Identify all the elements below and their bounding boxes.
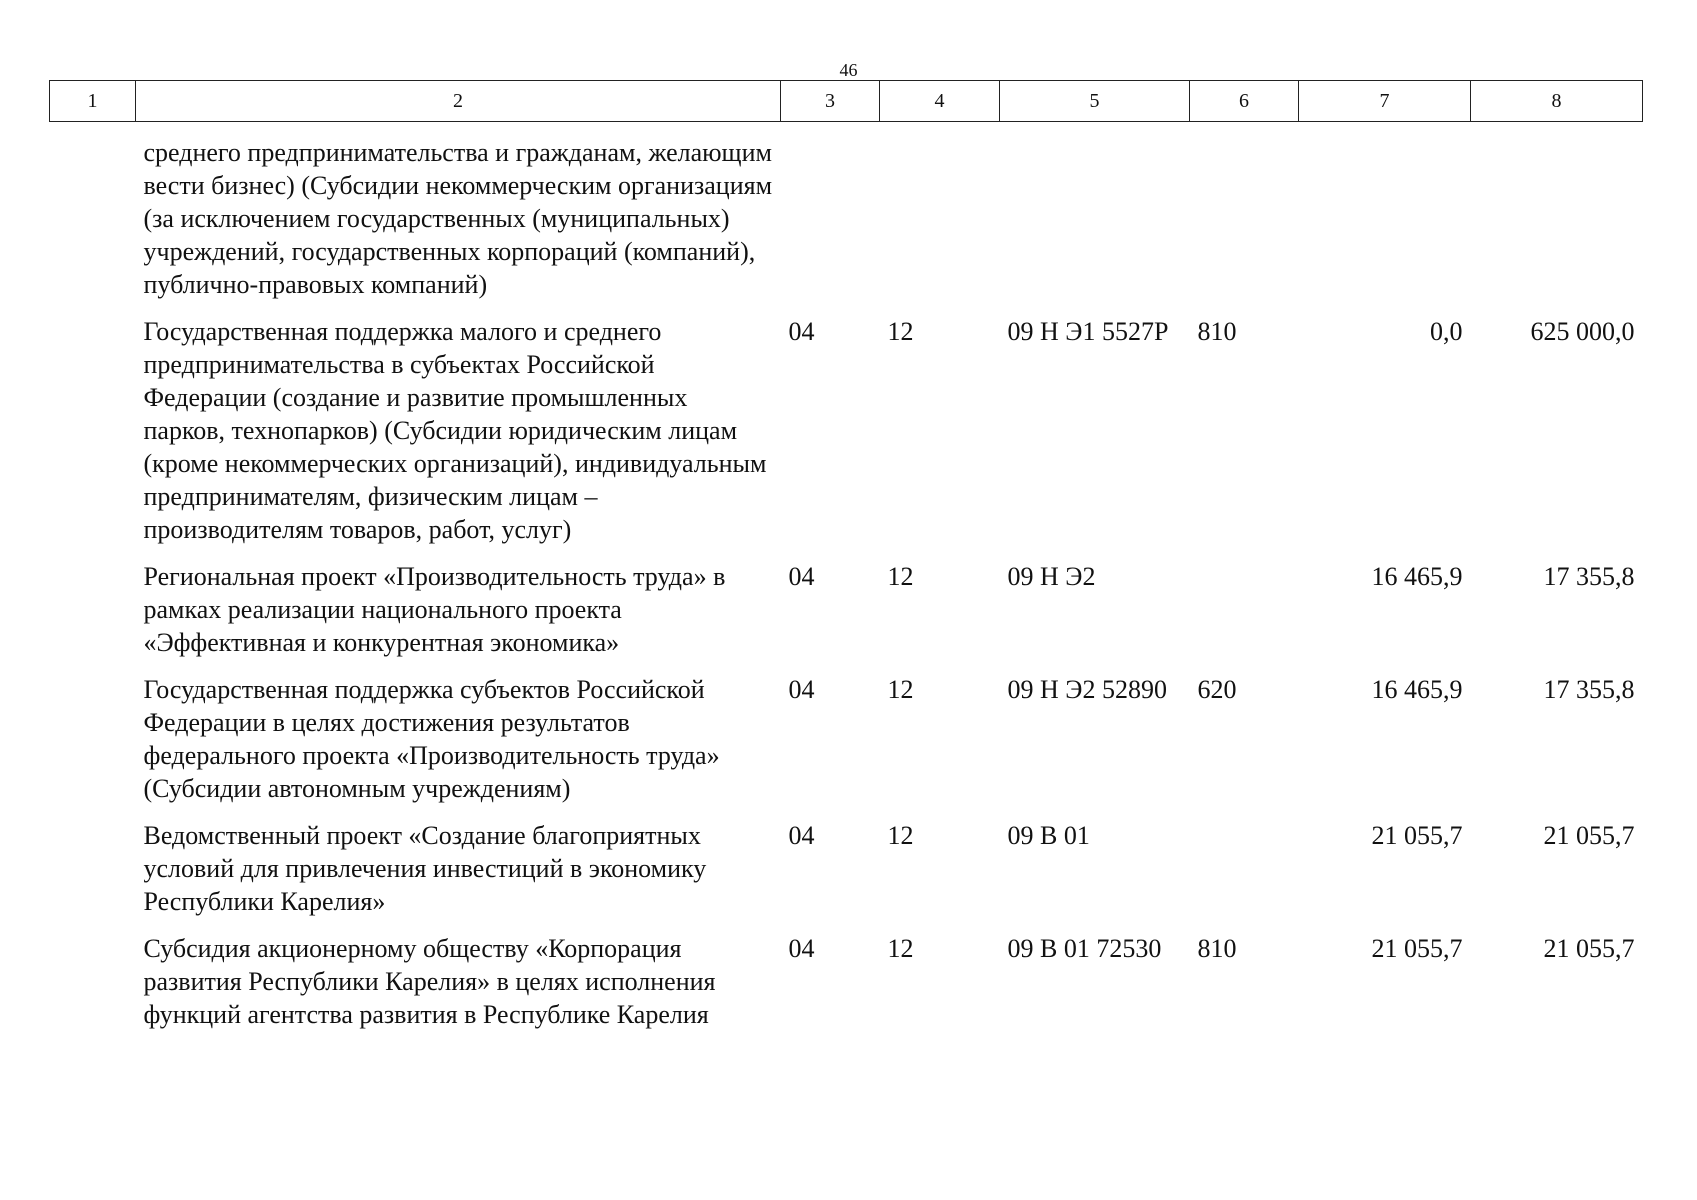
item-name: среднего предпринимательства и гражданам, желающим вести бизнес) (Субсидии некоммерческим организациям (за исключением государственных (муниципальных) учреждений, государственных корпораций (компаний), публично-правовых компаний) <box>143 138 773 299</box>
expense-type-code <box>1190 819 1299 932</box>
amount-year-2: 17 355,8 <box>1543 675 1635 704</box>
section-code: 04 <box>788 562 815 591</box>
table-body <box>50 122 1643 1046</box>
expense-type-code: 810 <box>1197 317 1237 346</box>
amount-year-1: 0,0 <box>1430 317 1463 346</box>
target-article-code: 09 Н Э2 52890 <box>1007 675 1167 704</box>
item-name: Субсидия акционерному обществу «Корпорация развития Республики Карелия» в целях исполнения функций агентства развития в Республике Карелия <box>143 934 716 1029</box>
amount-year-2 <box>1471 122 1643 316</box>
target-article-code: 09 Н Э1 5527Р <box>1007 317 1169 346</box>
row-number-cell <box>50 932 136 1045</box>
amount-year-2: 17 355,8 <box>1543 562 1635 591</box>
header-cell-4: 4 <box>880 81 1000 122</box>
item-name: Государственная поддержка малого и среднего предпринимательства в субъектах Российской Федерации (создание и развитие промышленных парков, технопарков) (Субсидии юридическим лицам (кроме некоммерческих организаций), индивидуальным предпринимателям, физическим лицам – производителям товаров, работ, услуг) <box>143 317 767 544</box>
header-cell-5: 5 <box>1000 81 1190 122</box>
subsection-code <box>880 122 1000 316</box>
section-code: 04 <box>788 934 815 963</box>
table-row <box>50 122 1643 316</box>
header-cell-7: 7 <box>1299 81 1471 122</box>
header-cell-2: 2 <box>136 81 781 122</box>
row-number-cell <box>50 560 136 673</box>
amount-year-1 <box>1299 122 1471 316</box>
target-article-code <box>1000 122 1190 316</box>
amount-year-1: 21 055,7 <box>1371 934 1463 963</box>
section-code: 04 <box>788 821 815 850</box>
budget-table <box>49 80 1643 1045</box>
subsection-code: 12 <box>887 317 914 346</box>
item-name: Ведомственный проект «Создание благоприятных условий для привлечения инвестиций в экономику Республики Карелия» <box>143 821 707 916</box>
subsection-code: 12 <box>887 562 914 591</box>
amount-year-1: 21 055,7 <box>1371 821 1463 850</box>
section-code: 04 <box>788 317 815 346</box>
row-number-cell <box>50 819 136 932</box>
expense-type-code <box>1190 122 1299 316</box>
section-code <box>781 122 880 316</box>
subsection-code: 12 <box>887 675 914 704</box>
amount-year-2: 625 000,0 <box>1530 317 1635 346</box>
header-cell-8: 8 <box>1471 81 1643 122</box>
amount-year-1: 16 465,9 <box>1371 562 1463 591</box>
header-cell-1: 1 <box>50 81 136 122</box>
amount-year-2: 21 055,7 <box>1543 934 1635 963</box>
table-row <box>50 819 1643 932</box>
row-number-cell <box>50 673 136 819</box>
expense-type-code: 620 <box>1197 675 1237 704</box>
item-name: Региональная проект «Производительность труда» в рамках реализации национального проекта «Эффективная и конкурентная экономика» <box>143 562 726 657</box>
subsection-code: 12 <box>887 821 914 850</box>
target-article-code: 09 В 01 <box>1007 821 1090 850</box>
header-row <box>50 81 1643 122</box>
expense-type-code: 810 <box>1197 934 1237 963</box>
row-number-cell <box>50 315 136 560</box>
section-code: 04 <box>788 675 815 704</box>
row-number-cell <box>50 122 136 316</box>
subsection-code: 12 <box>887 934 914 963</box>
item-name: Государственная поддержка субъектов Российской Федерации в целях достижения результатов федерального проекта «Производительность труда» (Субсидии автономным учреждениям) <box>143 675 720 803</box>
header-cell-3: 3 <box>781 81 880 122</box>
target-article-code: 09 В 01 72530 <box>1007 934 1162 963</box>
page-number: 46 <box>839 60 858 80</box>
table-header <box>50 81 1643 122</box>
target-article-code: 09 Н Э2 <box>1007 562 1096 591</box>
amount-year-2: 21 055,7 <box>1543 821 1635 850</box>
table-row <box>50 932 1643 1045</box>
table-row <box>50 673 1643 819</box>
amount-year-1: 16 465,9 <box>1371 675 1463 704</box>
header-cell-6: 6 <box>1190 81 1299 122</box>
table-row <box>50 315 1643 560</box>
table-row <box>50 560 1643 673</box>
expense-type-code <box>1190 560 1299 673</box>
